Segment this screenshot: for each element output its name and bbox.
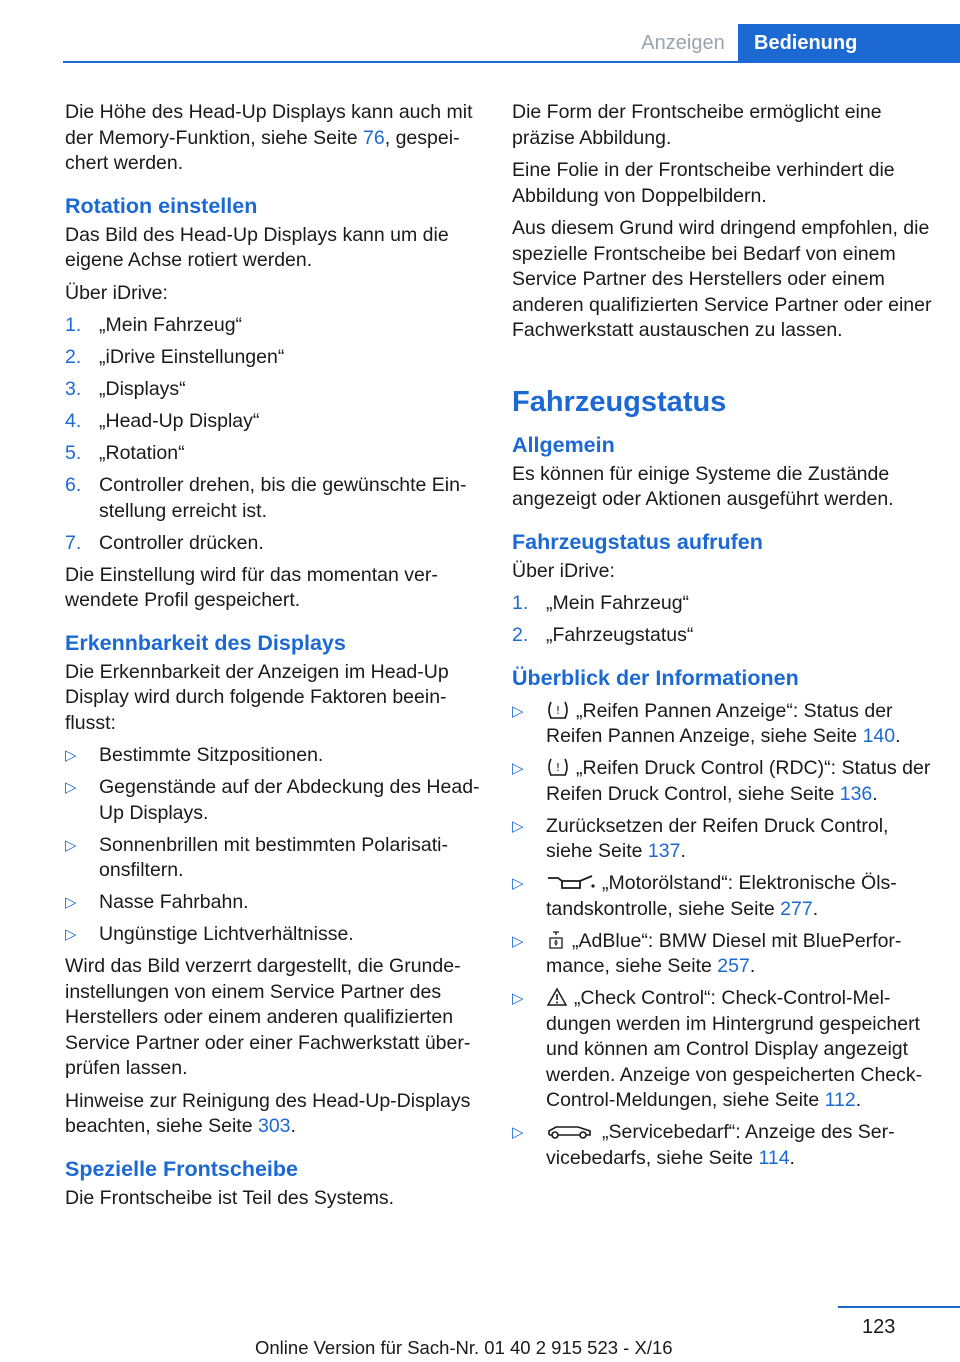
step-item: 4. „Head-Up Display“ — [65, 410, 260, 432]
heading-rotation: Rotation einstellen — [65, 193, 258, 218]
intro-paragraph: Die Höhe des Head-Up Displays kann auch mit der Memory-Funktion, siehe Seite 76, gespeichert werden. — [65, 101, 473, 174]
page-link[interactable]: 76 — [363, 126, 385, 149]
readability-after2: Hinweise zur Reinigung des Head-Up-Displays beachten, siehe Seite 303. — [65, 1089, 471, 1137]
tire-warning-icon — [546, 700, 570, 720]
list-item: ▷ „Motorölstand“: Elektronische Ölstandskontrolle, siehe Seite 277. — [512, 872, 897, 920]
list-item: ▷ „Check Control“: Check-Control-Meldungen werden im Hintergrund gespeichert und können am Control Display angezeigt werden. Anzeige von gespeicherten Check-Control-Meldungen, siehe Seite 112. — [512, 987, 923, 1111]
heading-readability: Erkennbarkeit des Displays — [65, 630, 346, 655]
footer-rule — [838, 1306, 960, 1308]
triangle-bullet-icon: ▷ — [65, 779, 77, 796]
footer-text: Online Version für Sach-Nr. 01 40 2 915 523 - X/16 — [255, 1337, 673, 1358]
rotation-text: Das Bild des Head-Up Displays kann um die eigene Achse rotiert werden. — [65, 223, 449, 271]
tire-pressure-icon — [546, 757, 570, 777]
step-item: 2. „Fahrzeugstatus“ — [512, 624, 694, 646]
windscreen-text: Die Frontscheibe ist Teil des Systems. — [65, 1186, 395, 1209]
list-item: ▷ ! „Reifen Druck Control (RDC)“: Status der Reifen Druck Control, siehe Seite 136. — [512, 757, 931, 805]
svg-text:!: ! — [555, 761, 561, 774]
triangle-bullet-icon: ▷ — [512, 875, 524, 892]
list-item: ▷ Ungünstige Lichtverhältnisse. — [65, 922, 485, 948]
step-item: 1. „Mein Fahrzeug“ — [65, 314, 243, 336]
heading-windscreen: Spezielle Frontscheibe — [65, 1156, 298, 1181]
general-text: Es können für einige Systeme die Zustände angezeigt oder Aktionen ausgeführt werden. — [512, 462, 894, 510]
page-link[interactable]: 277 — [780, 897, 813, 920]
triangle-bullet-icon: ▷ — [512, 932, 524, 950]
car-service-icon — [546, 1121, 596, 1141]
windscreen-p1: Die Form der Frontscheibe ermöglicht eine präzise Abbildung. — [512, 101, 882, 149]
step-item: 7. Controller drücken. — [65, 531, 264, 554]
adblue-icon — [546, 930, 566, 950]
list-item: ▷ Sonnenbrillen mit bestimmten Polarisationsfiltern. — [65, 833, 448, 881]
step-item: 1. „Mein Fahrzeug“ — [512, 592, 690, 614]
windscreen-p2: Eine Folie in der Frontscheibe verhindert die Abbildung von Doppelbildern. — [512, 159, 895, 207]
heading-overview: Überblick der Informationen — [512, 665, 799, 690]
windscreen-p3: Aus diesem Grund wird dringend empfohlen, die spezielle Frontscheibe bei Bedarf von einem Service Partner des Herstellers oder einem anderen qualifizierten Service Partner oder einer Fachwerkstatt austauschen zu lassen. — [512, 217, 932, 341]
triangle-bullet-icon: ▷ — [512, 817, 524, 835]
triangle-bullet-icon: ▷ — [512, 760, 524, 777]
heading-vehicle-status: Fahrzeugstatus — [512, 385, 727, 418]
list-item: ▷ „Servicebedarf“: Anzeige des Servicebedarfs, siehe Seite 114. — [512, 1121, 895, 1169]
rotation-via: Über iDrive: — [65, 281, 168, 304]
readability-after1: Wird das Bild verzerrt dargestellt, die Grundeinstellungen von einem Service Partner des Herstellers oder einem anderen qualifizierten Service Partner oder einer Fachwerkstatt überprüfen lassen. — [65, 955, 471, 1079]
step-item: 3. „Displays“ — [65, 378, 186, 400]
svg-text:!: ! — [555, 703, 561, 717]
triangle-bullet-icon: ▷ — [512, 702, 524, 720]
tab-bedienung[interactable]: Bedienung — [738, 24, 960, 62]
page-link[interactable]: 257 — [717, 955, 750, 977]
call-via: Über iDrive: — [512, 559, 615, 582]
warning-triangle-icon — [546, 987, 568, 1007]
page-link[interactable]: 140 — [862, 725, 896, 747]
triangle-bullet-icon: ▷ — [512, 1124, 524, 1141]
heading-call-status: Fahrzeugstatus aufrufen — [512, 529, 763, 554]
list-item: ▷ Zurücksetzen der Reifen Druck Control, siehe Seite 137. — [512, 814, 889, 862]
heading-general: Allgemein — [512, 432, 615, 457]
triangle-bullet-icon: ▷ — [65, 747, 77, 764]
overview-list — [512, 699, 932, 1172]
list-item: ▷ Gegenstände auf der Abdeckung des Head-Up Displays. — [65, 776, 480, 824]
triangle-bullet-icon: ▷ — [65, 894, 77, 911]
header-tabs — [628, 24, 960, 62]
page-link[interactable]: 112 — [824, 1089, 856, 1111]
page-link[interactable]: 303 — [257, 1115, 291, 1137]
readability-list — [65, 743, 485, 948]
list-item: ▷ Bestimmte Sitzpositionen. — [65, 743, 485, 769]
list-item: ▷ „AdBlue“: BMW Diesel mit BluePerformance, siehe Seite 257. — [512, 929, 902, 977]
tab-anzeigen[interactable]: Anzeigen — [641, 31, 725, 54]
header-rule — [63, 61, 960, 63]
triangle-bullet-icon: ▷ — [65, 926, 77, 943]
list-item: ▷ ! „Reifen Pannen Anzeige“: Status der Reifen Pannen Anzeige, siehe Seite 140. — [512, 699, 901, 747]
status-steps — [512, 591, 932, 649]
triangle-bullet-icon: ▷ — [65, 836, 77, 854]
oil-can-icon — [546, 872, 596, 892]
right-column — [512, 100, 932, 1178]
readability-text: Die Erkennbarkeit der Anzeigen im Head-Up Display wird durch folgende Faktoren beeinflusst: — [65, 660, 449, 734]
rotation-steps — [65, 313, 485, 556]
page-link[interactable]: 137 — [647, 840, 681, 862]
step-item: 2. „iDrive Einstellungen“ — [65, 346, 285, 368]
rotation-after: Die Einstellung wird für das momentan verwendete Profil gespeichert. — [65, 563, 438, 611]
left-column — [65, 100, 485, 1218]
list-item: ▷ Nasse Fahrbahn. — [65, 890, 485, 916]
page-number: 123 — [862, 1316, 896, 1338]
step-item: 6. Controller drehen, bis die gewünschte Einstellung erreicht ist. — [65, 474, 467, 522]
page-link[interactable]: 136 — [839, 782, 873, 805]
page-link[interactable]: 114 — [758, 1146, 790, 1169]
triangle-bullet-icon: ▷ — [512, 990, 524, 1007]
step-item: 5. „Rotation“ — [65, 442, 185, 464]
